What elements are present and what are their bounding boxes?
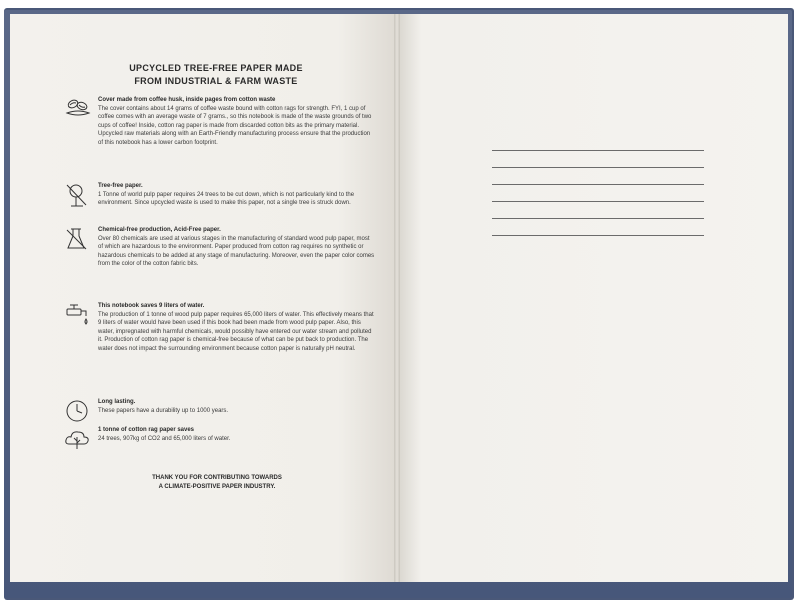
left-page-title [106, 62, 326, 88]
section-heading: Cover made from coffee husk, inside pages from cotton waste [98, 97, 276, 103]
section-text [98, 398, 376, 415]
clock-icon [64, 398, 92, 422]
section-heading: 1 tonne of cotton rag paper saves [98, 427, 195, 433]
chemical-flask-icon [64, 226, 92, 250]
section-body: Over 80 chemicals are used at various stages in the manufacturing of standard wood pulp paper, most of which are hazardous to the environment. Paper produced from cotton rag requires no synthetic or hazardous chemicals to be added at any stage of manufacturing. Moreover, even the paper color comes from the color of the cotton fabric bits. [98, 235, 375, 268]
section-body: The cover contains about 14 grams of coffee waste bound with cotton rags for strength. FYI, 1 cup of coffee comes with an average waste of 7 grams., so this notebook is made of the waste grounds of two cups of coffee! Inside, cotton rag paper is made from discarded cotton bits as the primary material. Upcycled raw materials along with an Earth-Friendly manufacturing process ensure that the production of this notebook has a lower carbon footprint. [98, 105, 372, 146]
footer-line: THANK YOU FOR CONTRIBUTING TOWARDS [152, 475, 282, 481]
title-line: FROM INDUSTRIAL & FARM WASTE [134, 76, 298, 86]
ruled-line [492, 201, 704, 202]
ruled-line [492, 218, 704, 219]
coffee-beans-icon [64, 96, 92, 120]
water-tap-icon [64, 302, 92, 326]
section-text [98, 96, 376, 148]
ruled-line [492, 167, 704, 168]
section-text [98, 426, 376, 443]
cloud-tree-icon [64, 426, 92, 450]
section-heading: Tree-free paper. [98, 183, 143, 189]
no-tree-icon [64, 182, 92, 206]
footer-line: A CLIMATE-POSITIVE PAPER INDUSTRY. [158, 484, 276, 490]
right-page [398, 14, 788, 582]
section-heading: Chemical-free production, Acid-Free paper. [98, 227, 221, 233]
left-page-footer [132, 474, 302, 492]
book-gutter [394, 14, 400, 582]
section-heading: This notebook saves 9 liters of water. [98, 303, 205, 309]
ruled-line [492, 184, 704, 185]
section-text [98, 182, 376, 208]
section-body: 24 trees, 907kg of CO2 and 65,000 liters of water. [98, 435, 231, 442]
section-text [98, 226, 376, 269]
section-body: These papers have a durability up to 1000 years. [98, 407, 229, 414]
ruled-line [492, 235, 704, 236]
section-text [98, 302, 376, 354]
section-body: 1 Tonne of world pulp paper requires 24 trees to be cut down, which is not particularly kind to the environment. Since upcycled waste is used to make this paper, not a single tree is struck down. [98, 191, 355, 207]
section-body: The production of 1 tonne of wood pulp paper requires 65,000 liters of water. This effectively means that 9 liters of water would have been used if this book had been made from wood pulp paper. Also, this water, impregnated with harmful chemicals, would possibly have entered our water stream and polluted it. Production of cotton rag paper is chemical-free because of what can be put back to production. The water does not impact the surrounding environment because cotton paper is naturally pH neutral. [98, 311, 374, 352]
section-heading: Long lasting. [98, 399, 136, 405]
title-line: UPCYCLED TREE-FREE PAPER MADE [129, 63, 303, 73]
ruled-line [492, 150, 704, 151]
